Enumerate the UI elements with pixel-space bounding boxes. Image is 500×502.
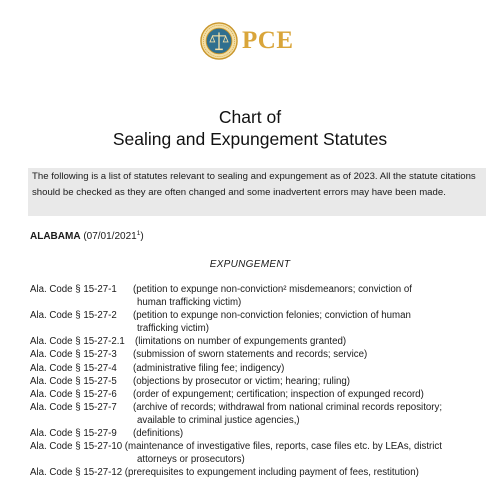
- statute-cite: Ala. Code § 15-27-7: [30, 401, 117, 413]
- statute-desc: (prerequisites to expungement including payment of fees, restitution): [124, 467, 419, 479]
- statute-row: [30, 388, 492, 401]
- footnote-marker[interactable]: 1: [136, 230, 141, 237]
- statute-desc: (limitations on number of expungements granted): [135, 336, 347, 348]
- state-heading: [30, 231, 144, 242]
- statute-desc: (maintenance of investigative files, reports, case files etc. by LEAs, district: [124, 441, 442, 453]
- statute-cite: Ala. Code § 15-27-1: [30, 284, 117, 295]
- intro-paragraph: The following is a list of statutes relevant to sealing and expungement as of 2023. All the statute citations should be checked as they are often changed and some inadvertent errors may have been made.: [28, 168, 486, 216]
- statute-cite: Ala. Code § 15-27-5: [30, 375, 117, 387]
- pce-logo: [200, 22, 294, 60]
- statute-cite: Ala. Code § 15-27-4: [30, 362, 117, 374]
- statute-desc-cont: attorneys or prosecutors): [137, 454, 245, 466]
- statute-row: [30, 335, 492, 348]
- statute-row: [30, 309, 492, 335]
- statute-desc-cont: available to criminal justice agencies,): [137, 414, 300, 426]
- statute-cite: Ala. Code § 15-27-2.1: [30, 336, 125, 348]
- statute-cite: Ala. Code § 15-27-9: [30, 428, 117, 440]
- statute-row: [30, 466, 492, 479]
- statute-row: [30, 427, 492, 440]
- statute-row: [30, 348, 492, 361]
- page-title-line1: Chart of: [218, 107, 282, 127]
- statute-desc: (submission of sworn statements and records; service): [133, 349, 368, 361]
- statute-row: [30, 401, 492, 427]
- page-title-line2: Sealing and Expungement Statutes: [112, 129, 388, 149]
- statute-row: [30, 440, 492, 466]
- statute-row: [30, 375, 492, 388]
- statute-cite: Ala. Code § 15-27-3: [30, 349, 117, 361]
- statute-cite: Ala. Code § 15-27-10: [30, 441, 123, 453]
- statute-desc: (petition to expunge non-conviction² misdemeanors; conviction of: [133, 284, 412, 295]
- statute-desc: (petition to expunge non-conviction felonies; conviction of human: [133, 310, 411, 322]
- statute-row: [30, 362, 492, 375]
- statute-desc-cont: trafficking victim): [137, 323, 209, 335]
- section-heading: EXPUNGEMENT: [209, 259, 291, 270]
- statute-cite: Ala. Code § 15-27-6: [30, 388, 117, 400]
- statute-cite: Ala. Code § 15-27-2: [30, 310, 117, 322]
- state-date: (07/01/2021$^1$): [83, 230, 144, 242]
- statute-desc-cont: human trafficking victim): [137, 297, 242, 309]
- state-name: ALABAMA: [30, 231, 81, 242]
- statute-cite: Ala. Code § 15-27-12: [30, 467, 123, 479]
- logo-text: PCE: [242, 27, 294, 54]
- statute-list: [30, 283, 492, 479]
- statute-desc: (order of expungement; certification; inspection of expunged record): [133, 388, 424, 400]
- statute-row: [30, 283, 492, 309]
- statute-desc: (administrative filing fee; indigency): [133, 362, 285, 374]
- seal-icon: [200, 22, 238, 60]
- statute-desc: (objections by prosecutor or victim; hearing; ruling): [133, 375, 350, 387]
- statute-desc: (archive of records; withdrawal from national criminal records repository;: [133, 401, 443, 413]
- statute-desc: (definitions): [133, 428, 184, 440]
